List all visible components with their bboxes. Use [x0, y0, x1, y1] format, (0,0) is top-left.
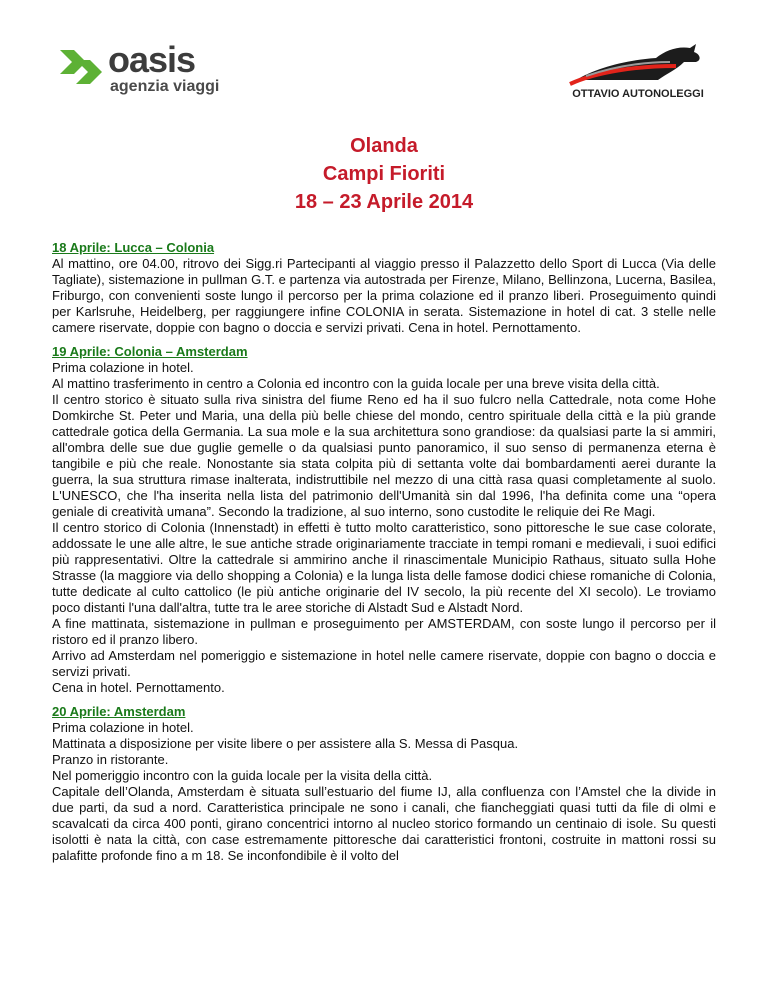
day-paragraph: Capitale dell’Olanda, Amsterdam è situata sull’estuario del fiume IJ, alla confluenza con l’Amstel che la divide in due parti, da sud a nord. Caratteristica principale ne sono i canali, che fiancheggiati quasi tutti da file di olmi e scavalcati da circa 400 ponti, girano concentrici intorno al nucleo storico formando un centinaio di isole. Su questi isolotti è nata la città, con case estremamente pittoresche dai caratteristici frontoni, costruite in mattoni rossi su palafitte profonde fino a m 18. Se inconfondibile è il volto del: [52, 784, 716, 863]
arrows-icon: [60, 44, 104, 90]
title-country: Olanda: [350, 135, 418, 157]
day-paragraph: Al mattino trasferimento in centro a Colonia ed incontro con la guida locale per una breve visita della città.: [52, 376, 660, 391]
day-heading: 20 Aprile: Amsterdam: [52, 704, 186, 719]
day-paragraph: Prima colazione in hotel.: [52, 720, 194, 735]
oasis-logo: [60, 40, 220, 100]
panther-icon: [566, 40, 706, 86]
itinerary: [52, 240, 716, 872]
day-2: [52, 344, 716, 696]
day-paragraph: Al mattino, ore 04.00, ritrovo dei Sigg.ri Partecipanti al viaggio presso il Palazzetto dello Sport di Lucca (Via delle Tagliate), sistemazione in pullman G.T. e partenza via autostrada per Firenze, Milano, Bellinzona, Lucerna, Basilea, Friburgo, con convenienti soste lungo il percorso per la prima colazione ed il pranzo liberi. Proseguimento quindi per Karlsruhe, Heidelberg, per raggiungere infine COLONIA in serata. Sistemazione in hotel di cat. 3 stelle nelle camere riservate, doppie con bagno o doccia e servizi privati. Cena in hotel. Pernottamento.: [52, 256, 716, 335]
ottavio-brand: OTTAVIO AUTONOLEGGI: [572, 88, 704, 100]
day-paragraph: Cena in hotel. Pernottamento.: [52, 680, 225, 695]
day-paragraph: Pranzo in ristorante.: [52, 752, 169, 767]
title-dates: 18 – 23 Aprile 2014: [294, 191, 474, 213]
day-paragraph: Arrivo ad Amsterdam nel pomeriggio e sistemazione in hotel nelle camere riservate, doppie con bagno o doccia e servizi privati.: [52, 648, 716, 679]
day-paragraph: Mattinata a disposizione per visite libere o per assistere alla S. Messa di Pasqua.: [52, 736, 519, 751]
ottavio-logo: [548, 40, 728, 100]
day-1: [52, 240, 716, 336]
title-theme: Campi Fioriti: [322, 163, 446, 185]
day-paragraph: A fine mattinata, sistemazione in pullman e proseguimento per AMSTERDAM, con soste lungo il percorso per il ristoro ed il pranzo libero.: [52, 616, 716, 647]
day-paragraph: Il centro storico di Colonia (Innenstadt) in effetti è tutto molto caratteristico, sono pittoresche le sue case colorate, addossate le une alle altre, le sue antiche strade originariamente tracciate in tempi romani e medievali, i suoi edifici più rappresentativi. Oltre la cattedrale si ammirino anche il rinascimentale Municipio Rathaus, situato sulla Hohe Strasse (la maggiore via dello shopping a Colonia) e la lunga lista delle famose dodici chiese romaniche di Colonia, tutte dedicate al culto cattolico (le più antiche originarie del IV secolo, la più recente del XI secolo). Le troviamo poco distanti l'una dall'altra, tutte tra le aree storiche di Alstadt Sud e Alstadt Nord.: [52, 520, 716, 615]
oasis-wordmark: oasis: [108, 39, 196, 80]
day-paragraph: Il centro storico è situato sulla riva sinistra del fiume Reno ed ha il suo fulcro nella Cattedrale, nota come Hohe Domkirche St. Peter und Maria, una della più belle chiese del mondo, centro spirituale della città e la più grande cattedrale gotica della Germania. La sua mole e la sua architettura sono grandiose: da qualsiasi parte la si ammiri, all'ombra delle sue due guglie gemelle o da qualsiasi punto panoramico, il suo senso di permanenza eterna è tangibile e più che reale. Nonostante sia stata colpita più di settanta volte dai bombardamenti aerei durante la guerra, la sua struttura rimase inalterata, indistruttibile nel mezzo di una città rasa quasi completamente al suolo. L'UNESCO, che l'ha inserita nella lista del patrimonio dell'Umanità sin dal 1996, l'ha definita come una “opera geniale di creatività umana”. Secondo la tradizione, al suo interno, sono custodite le reliquie dei Re Magi.: [52, 392, 716, 519]
day-paragraph: Prima colazione in hotel.: [52, 360, 194, 375]
day-3: [52, 704, 716, 864]
day-heading: 18 Aprile: Lucca – Colonia: [52, 240, 215, 255]
oasis-subtitle: agenzia viaggi: [110, 78, 220, 95]
day-paragraph: Nel pomeriggio incontro con la guida locale per la visita della città.: [52, 768, 433, 783]
title-block: [0, 132, 768, 216]
day-heading: 19 Aprile: Colonia – Amsterdam: [52, 344, 248, 359]
